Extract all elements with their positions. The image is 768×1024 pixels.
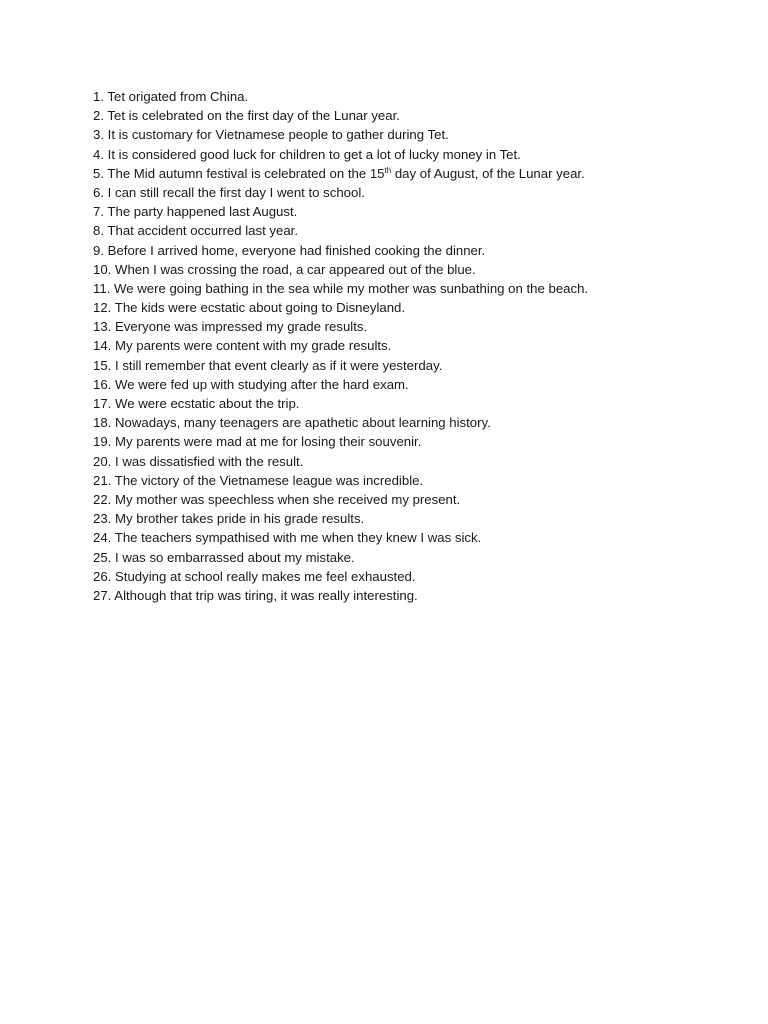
sentence-line-10: 10. When I was crossing the road, a car appeared out of the blue. <box>93 261 476 277</box>
sentence-line-5 <box>93 164 693 183</box>
sentence-line-1: 1. Tet origated from China. <box>93 89 249 104</box>
sentence-line-20: 20. I was dissatisfied with the result. <box>93 453 304 469</box>
sentence-line-7: 7. The party happened last August. <box>93 204 298 220</box>
sentence-line-25: 25. I was so embarrassed about my mistake. <box>93 549 355 565</box>
sentence-line-16: 16. We were fed up with studying after the hard exam. <box>93 376 409 392</box>
sentence-line-4: 4. It is considered good luck for children to get a lot of lucky money in Tet. <box>93 146 521 162</box>
sentence-line-26: 26. Studying at school really makes me feel exhausted. <box>93 568 416 584</box>
ordinal-suffix: th <box>384 165 392 175</box>
sentence-line-27: 27. Although that trip was tiring, it was really interesting. <box>93 587 418 603</box>
sentence-line-3: 3. It is customary for Vietnamese people to gather during Tet. <box>93 127 449 143</box>
sentence-line-23: 23. My brother takes pride in his grade results. <box>93 511 365 527</box>
sentence-line-11: 11. We were going bathing in the sea while my mother was sunbathing on the beach. <box>93 280 589 296</box>
sentence-line-8: 8. That accident occurred last year. <box>93 223 299 239</box>
sentence-line-5-end: day of August, of the Lunar year. <box>391 165 585 181</box>
sentence-line-21: 21. The victory of the Vietnamese league was incredible. <box>93 472 424 488</box>
sentence-line-14: 14. My parents were content with my grade results. <box>93 338 392 354</box>
sentence-line-24: 24. The teachers sympathised with me when they knew I was sick. <box>93 530 482 546</box>
sentence-list <box>93 87 693 605</box>
sentence-line-17: 17. We were ecstatic about the trip. <box>93 396 300 411</box>
sentence-line-9: 9. Before I arrived home, everyone had finished cooking the dinner. <box>93 242 486 258</box>
sentence-line-13: 13. Everyone was impressed my grade results. <box>93 319 368 335</box>
sentence-line-2: 2. Tet is celebrated on the first day of the Lunar year. <box>93 108 400 124</box>
sentence-line-18: 18. Nowadays, many teenagers are apathetic about learning history. <box>93 415 491 431</box>
sentence-line-12: 12. The kids were ecstatic about going to Disneyland. <box>93 300 406 316</box>
sentence-line-15: 15. I still remember that event clearly as if it were yesterday. <box>93 357 443 373</box>
sentence-line-22: 22. My mother was speechless when she received my present. <box>93 491 461 507</box>
sentence-line-19: 19. My parents were mad at me for losing their souvenir. <box>93 434 422 450</box>
sentence-line-5-start: 5. The Mid autumn festival is celebrated on the 15 <box>93 165 385 181</box>
sentence-line-6: 6. I can still recall the first day I went to school. <box>93 184 365 200</box>
